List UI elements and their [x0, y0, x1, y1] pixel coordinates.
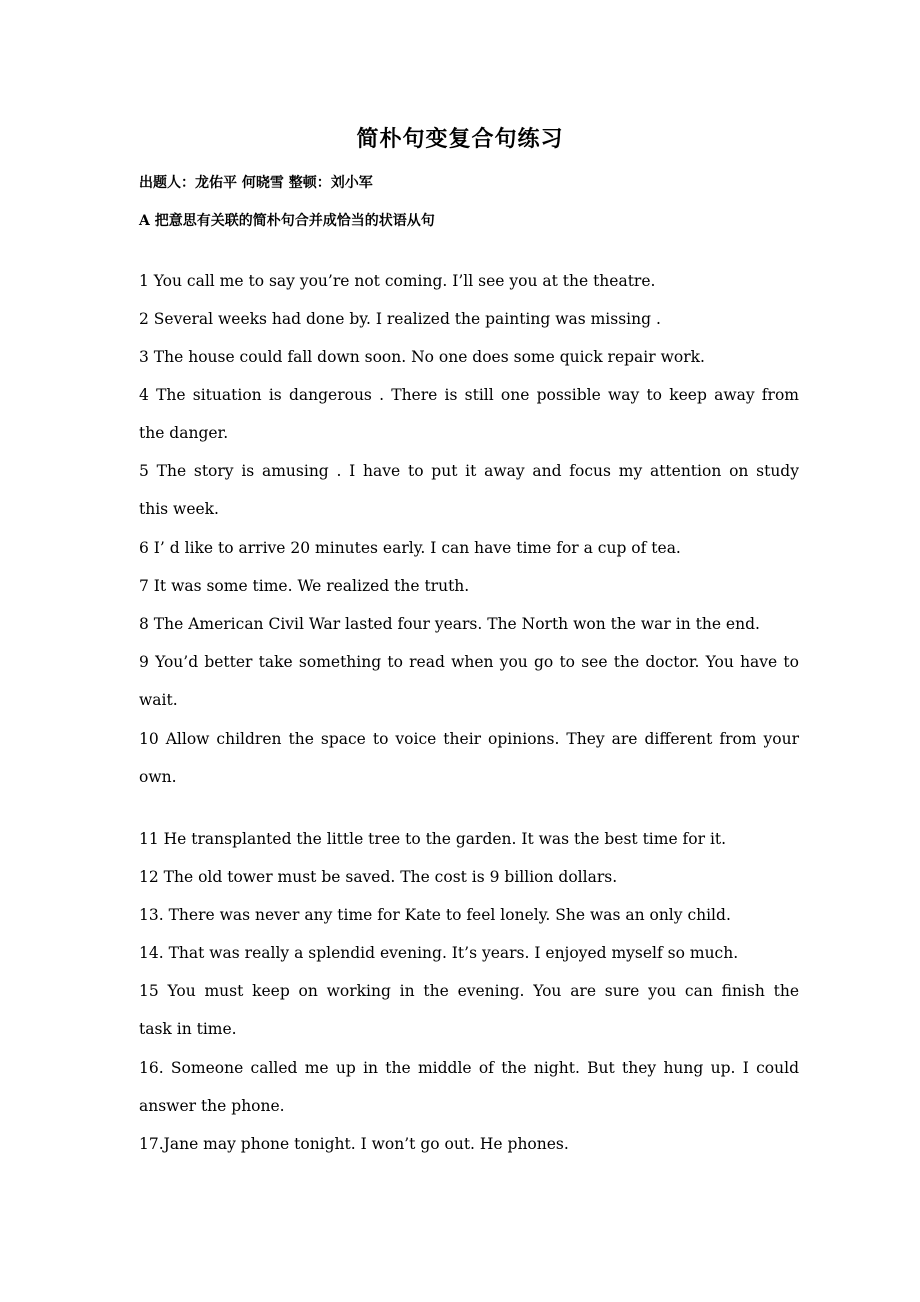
question-line: 16. Someone called me up in the middle of the night. But they hung up. I could	[139, 1059, 799, 1077]
question-line: 1 You call me to say you’re not coming. I’ll see you at the theatre.	[139, 272, 656, 290]
question-item	[139, 1049, 799, 1125]
question-item	[139, 643, 799, 719]
question-line: wait.	[139, 691, 178, 709]
question-line: 4 The situation is dangerous . There is still one possible way to keep away from	[139, 386, 799, 404]
question-item	[139, 720, 799, 796]
question-line: 7 It was some time. We realized the truth.	[139, 577, 470, 595]
question-line: 17.Jane may phone tonight. I won’t go out. He phones.	[139, 1135, 569, 1153]
question-line: 11 He transplanted the little tree to the garden. It was the best time for it.	[139, 830, 727, 848]
question-item	[139, 934, 799, 972]
question-item	[139, 972, 799, 1048]
question-line: task in time.	[139, 1020, 237, 1038]
document-title: 简朴句变复合句练习	[356, 126, 564, 152]
question-item	[139, 529, 799, 567]
question-item	[139, 605, 799, 643]
question-line: 15 You must keep on working in the evening. You are sure you can finish the	[139, 982, 799, 1000]
question-item	[139, 300, 799, 338]
question-line: 14. That was really a splendid evening. It’s years. I enjoyed myself so much.	[139, 944, 739, 962]
question-line: 9 You’d better take something to read when you go to see the doctor. You have to	[139, 653, 799, 671]
question-item	[139, 567, 799, 605]
question-line: 2 Several weeks had done by. I realized the painting was missing .	[139, 310, 661, 328]
question-line: own.	[139, 768, 177, 786]
question-line: 12 The old tower must be saved. The cost is 9 billion dollars.	[139, 868, 618, 886]
question-line: 5 The story is amusing . I have to put it away and focus my attention on study	[139, 462, 799, 480]
question-item	[139, 858, 799, 896]
question-line: the danger.	[139, 424, 229, 442]
question-line: 3 The house could fall down soon. No one does some quick repair work.	[139, 348, 705, 366]
question-line: this week.	[139, 500, 219, 518]
authors-line: 出题人：龙佑平 何晓雪 整顿：刘小军	[139, 175, 373, 191]
question-line: 6 I’ d like to arrive 20 minutes early. I can have time for a cup of tea.	[139, 539, 681, 557]
question-line: 8 The American Civil War lasted four years. The North won the war in the end.	[139, 615, 760, 633]
question-item	[139, 338, 799, 376]
question-item	[139, 896, 799, 934]
question-line: 10 Allow children the space to voice their opinions. They are different from your	[139, 730, 799, 748]
question-item	[139, 452, 799, 528]
section-heading: A 把意思有关联的简朴句合并成恰当的状语从句	[139, 213, 435, 229]
question-line: 13. There was never any time for Kate to feel lonely. She was an only child.	[139, 906, 731, 924]
question-item	[139, 262, 799, 300]
question-line: answer the phone.	[139, 1097, 285, 1115]
question-item	[139, 376, 799, 452]
question-item	[139, 1125, 799, 1163]
question-item	[139, 820, 799, 858]
